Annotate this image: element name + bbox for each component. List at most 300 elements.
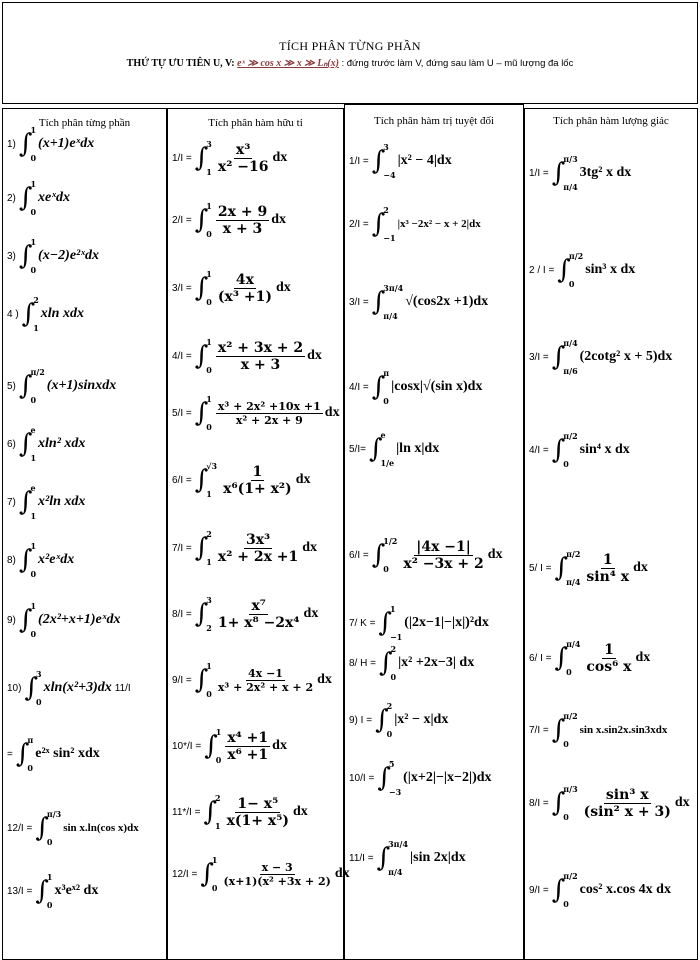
integrand: (x−2)e²ˣdx bbox=[38, 248, 100, 263]
differential: dx bbox=[487, 547, 503, 562]
lower-limit: −1 bbox=[389, 632, 403, 642]
column-heading: Tích phân từng phần bbox=[38, 117, 131, 129]
lower-limit: 0 bbox=[215, 755, 222, 765]
lower-limit: 1 bbox=[30, 511, 37, 521]
upper-limit: 2 bbox=[386, 701, 393, 711]
integral-sign-icon: ∫ bbox=[194, 273, 209, 303]
integrand: (|x+2|−|x−2|)dx bbox=[403, 770, 492, 785]
integral-limits bbox=[206, 269, 212, 307]
lower-limit: −1 bbox=[383, 233, 396, 243]
numerator: 4x −1 bbox=[248, 666, 283, 680]
integrand: |x² − x|dx bbox=[394, 712, 449, 727]
problem-item bbox=[529, 431, 630, 469]
lower-limit: 0 bbox=[30, 569, 37, 579]
integral bbox=[378, 604, 404, 642]
lower-limit: 0 bbox=[30, 395, 37, 405]
fraction bbox=[216, 400, 323, 427]
lower-limit: 0 bbox=[390, 672, 397, 682]
fraction bbox=[216, 667, 315, 694]
problem-label: 7/I = bbox=[529, 724, 549, 736]
differential: dx bbox=[635, 650, 651, 665]
integral bbox=[35, 872, 54, 910]
lower-limit: 0 bbox=[27, 763, 33, 773]
lower-limit: 2 bbox=[206, 623, 212, 633]
lower-limit: −4 bbox=[383, 170, 396, 180]
numerator: 1− x⁵ bbox=[237, 795, 279, 812]
integral-limits bbox=[383, 205, 395, 243]
integral bbox=[195, 661, 214, 699]
problem-label: 9) I = bbox=[349, 714, 373, 726]
lower-limit: 0 bbox=[30, 207, 37, 217]
problem-label: 10*/I = bbox=[172, 740, 202, 752]
integrand: |cosx|√(sin x)dx bbox=[391, 379, 483, 394]
integral-sign-icon: ∫ bbox=[551, 715, 566, 745]
integral-limits bbox=[391, 644, 397, 682]
integrand: x²ln xdx bbox=[38, 494, 86, 509]
lower-limit: 1 bbox=[206, 557, 212, 567]
integral bbox=[552, 154, 580, 192]
integral bbox=[552, 338, 580, 376]
integral bbox=[195, 269, 214, 307]
lower-limit: 0 bbox=[206, 422, 212, 432]
integral-sign-icon: ∫ bbox=[24, 673, 38, 703]
integral-sign-icon: ∫ bbox=[194, 143, 209, 173]
integral-limits bbox=[566, 549, 580, 587]
problem-item bbox=[7, 872, 98, 910]
denominator: 1+ x⁸ −2x⁴ bbox=[217, 614, 300, 631]
upper-limit: e bbox=[30, 425, 36, 435]
upper-limit: 1 bbox=[30, 541, 37, 551]
integral-limits bbox=[206, 337, 212, 375]
numerator: 3x³ bbox=[245, 531, 271, 548]
integral-sign-icon: ∫ bbox=[371, 287, 386, 317]
problem-label: 8/I = bbox=[172, 608, 192, 620]
integral-limits bbox=[206, 394, 212, 432]
lower-limit: π/4 bbox=[566, 577, 581, 587]
problem-label: 8/ H = bbox=[349, 657, 376, 669]
integral bbox=[204, 727, 223, 765]
problem-item bbox=[7, 483, 85, 521]
integral-limits bbox=[569, 251, 583, 289]
problem-item bbox=[349, 644, 474, 682]
problem-item bbox=[349, 430, 439, 468]
integral-limits bbox=[30, 125, 36, 163]
integrand: cos² x.cos 4x dx bbox=[579, 882, 671, 897]
lower-limit: 0 bbox=[46, 837, 53, 847]
integral-sign-icon: ∫ bbox=[18, 183, 33, 213]
integrand: sin⁴ x dx bbox=[579, 442, 630, 457]
integral-limits bbox=[47, 872, 53, 910]
problem-label: 1/I = bbox=[349, 155, 369, 167]
differential: dx bbox=[324, 405, 340, 420]
integral-sign-icon: ∫ bbox=[371, 372, 386, 402]
problem-label: 4 ) bbox=[7, 308, 19, 320]
integral-sign-icon: ∫ bbox=[21, 299, 36, 329]
integral-sign-icon: ∫ bbox=[551, 435, 566, 465]
column-absolute-value bbox=[344, 104, 524, 960]
integral-limits bbox=[206, 461, 217, 499]
differential: dx bbox=[303, 606, 319, 621]
lower-limit: 0 bbox=[563, 459, 569, 469]
lower-limit: π/4 bbox=[383, 311, 398, 321]
lower-limit: 0 bbox=[563, 899, 569, 909]
problem-label: 9/I = bbox=[172, 674, 192, 686]
problem-item bbox=[349, 205, 481, 243]
integral bbox=[16, 735, 35, 773]
problem-label: 7/I = bbox=[172, 542, 192, 554]
integral-sign-icon: ∫ bbox=[194, 599, 209, 629]
integral-sign-icon: ∫ bbox=[18, 371, 33, 401]
upper-limit: π/4 bbox=[566, 639, 581, 649]
denominator: (x+1)(x² +3x + 2) bbox=[223, 874, 331, 888]
integral bbox=[19, 367, 47, 405]
integrand: (2cotg² x + 5)dx bbox=[579, 349, 673, 364]
problem-label: 2/I = bbox=[349, 218, 369, 230]
column-rational-functions bbox=[167, 108, 350, 960]
upper-limit: 1 bbox=[30, 179, 37, 189]
integral bbox=[552, 431, 580, 469]
upper-limit: 1 bbox=[206, 394, 212, 404]
integral bbox=[19, 237, 38, 275]
integral-sign-icon: ∫ bbox=[18, 545, 33, 575]
problem-item bbox=[172, 661, 332, 699]
problem-label: 3/I = bbox=[349, 296, 369, 308]
lower-limit: π/6 bbox=[563, 366, 578, 376]
integral bbox=[22, 295, 41, 333]
problem-label: 6/I = bbox=[349, 549, 369, 561]
integral-limits bbox=[47, 809, 61, 847]
problem-item bbox=[7, 295, 84, 333]
integral-sign-icon: ∫ bbox=[18, 241, 33, 271]
problem-label: 7/ K = bbox=[349, 617, 376, 629]
integral-sign-icon: ∫ bbox=[194, 533, 209, 563]
problem-item bbox=[529, 711, 667, 749]
integral-limits bbox=[563, 784, 577, 822]
integral bbox=[377, 759, 403, 797]
problem-item bbox=[7, 125, 94, 163]
fraction bbox=[225, 730, 270, 763]
problem-item bbox=[172, 529, 317, 567]
lower-limit: π/4 bbox=[388, 867, 403, 877]
integrand: xln(x²+3)dx bbox=[43, 680, 112, 695]
integral-limits bbox=[383, 283, 403, 321]
integral-sign-icon: ∫ bbox=[194, 465, 209, 495]
integral bbox=[195, 461, 219, 499]
integral-limits bbox=[387, 701, 393, 739]
fraction bbox=[221, 464, 294, 497]
problem-item bbox=[172, 461, 310, 499]
problem-item bbox=[349, 368, 482, 406]
denominator: x(1+ x⁵) bbox=[226, 812, 289, 829]
integral-limits bbox=[215, 793, 221, 831]
denominator: (x³ +1) bbox=[217, 288, 272, 305]
problem-item bbox=[172, 595, 318, 633]
upper-limit: π bbox=[383, 368, 390, 378]
problem-label: 5/I= bbox=[349, 443, 366, 455]
lower-limit: 0 bbox=[206, 365, 212, 375]
problem-item bbox=[7, 541, 74, 579]
integral bbox=[195, 394, 214, 432]
differential: dx bbox=[633, 560, 648, 575]
integral-sign-icon: ∫ bbox=[378, 648, 393, 678]
problem-label: 9/I = bbox=[529, 884, 549, 896]
fraction bbox=[221, 861, 332, 888]
problem-label: 13/I = bbox=[7, 885, 33, 897]
problem-item bbox=[172, 394, 340, 432]
integral-sign-icon: ∫ bbox=[203, 797, 217, 827]
lower-limit: 0 bbox=[30, 629, 37, 639]
integral-sign-icon: ∫ bbox=[194, 205, 209, 235]
integral-limits bbox=[206, 139, 212, 177]
integral-sign-icon: ∫ bbox=[371, 540, 386, 570]
integral-sign-icon: ∫ bbox=[194, 341, 209, 371]
numerator: 1 bbox=[602, 551, 613, 568]
problem-label: 4/I = bbox=[529, 444, 549, 456]
lower-limit: 1 bbox=[30, 453, 37, 463]
upper-limit: 1 bbox=[30, 237, 37, 247]
differential: dx bbox=[271, 212, 286, 227]
upper-limit: π/4 bbox=[563, 338, 578, 348]
differential: dx bbox=[302, 540, 318, 555]
fraction bbox=[216, 272, 274, 305]
integral-limits bbox=[33, 295, 39, 333]
numerator: |4x −1| bbox=[416, 538, 471, 555]
numerator: x⁴ +1 bbox=[227, 729, 269, 746]
upper-limit: 2 bbox=[206, 529, 212, 539]
integrand: xeˣdx bbox=[38, 190, 71, 205]
problem-item bbox=[172, 793, 308, 831]
numerator: x² + 3x + 2 bbox=[217, 339, 304, 356]
upper-limit: 1 bbox=[46, 872, 53, 882]
fraction bbox=[584, 642, 633, 675]
upper-limit: 1 bbox=[30, 601, 37, 611]
integral-sign-icon: ∫ bbox=[204, 731, 218, 761]
lower-limit: 1 bbox=[206, 489, 212, 499]
integrand: sin x.ln(cos x)dx bbox=[63, 822, 139, 834]
fraction bbox=[216, 598, 302, 631]
problem-item bbox=[7, 601, 120, 639]
integral-sign-icon: ∫ bbox=[557, 255, 571, 285]
integral-sign-icon: ∫ bbox=[194, 398, 209, 428]
problem-item bbox=[349, 604, 489, 642]
integrand: xln xdx bbox=[40, 306, 84, 321]
problem-item bbox=[529, 251, 635, 289]
problem-label: 1/I = bbox=[172, 152, 192, 164]
integral-limits bbox=[563, 431, 577, 469]
integral bbox=[195, 139, 214, 177]
differential: dx bbox=[317, 672, 332, 687]
column-integration-by-parts bbox=[2, 108, 167, 960]
integral-limits bbox=[36, 669, 42, 707]
upper-limit: 1 bbox=[206, 337, 212, 347]
integral-sign-icon: ∫ bbox=[377, 763, 391, 793]
problem-label: 12/I = bbox=[7, 822, 33, 834]
priority-label: THỨ TỰ ƯU TIÊN U, V: bbox=[126, 58, 235, 69]
problem-item bbox=[7, 669, 131, 707]
lower-limit: 0 bbox=[563, 812, 569, 822]
column-trigonometric bbox=[524, 108, 698, 960]
integral bbox=[19, 483, 38, 521]
integral bbox=[555, 549, 583, 587]
upper-limit: 1 bbox=[389, 604, 396, 614]
numerator: 1 bbox=[252, 463, 263, 480]
problem-item bbox=[7, 425, 85, 463]
integral bbox=[377, 839, 410, 877]
header-box bbox=[2, 2, 698, 104]
integral-limits bbox=[383, 536, 397, 574]
problem-label: 5/ I = bbox=[529, 562, 552, 574]
integrand: xln² xdx bbox=[38, 436, 86, 451]
denominator: cos⁶ x bbox=[586, 658, 632, 675]
fraction bbox=[225, 796, 291, 829]
fraction bbox=[216, 532, 300, 565]
integral-sign-icon: ∫ bbox=[551, 875, 566, 905]
upper-limit: π/2 bbox=[563, 871, 578, 881]
numerator: x − 3 bbox=[261, 860, 293, 874]
integral-sign-icon: ∫ bbox=[376, 843, 391, 873]
integral-limits bbox=[563, 871, 577, 909]
integral bbox=[195, 337, 214, 375]
problem-label: 1/I = bbox=[529, 167, 549, 179]
problem-item bbox=[7, 179, 70, 217]
upper-limit: 3π/4 bbox=[388, 839, 409, 849]
integral-limits bbox=[206, 201, 212, 239]
lower-limit: 0 bbox=[206, 689, 212, 699]
upper-limit: e bbox=[30, 483, 36, 493]
problem-item bbox=[172, 201, 286, 239]
column-heading: Tích phân hàm trị tuyệt đối bbox=[373, 115, 495, 127]
problem-label: 10/I = bbox=[349, 772, 375, 784]
lower-limit: 1/e bbox=[380, 458, 395, 468]
integral-sign-icon: ∫ bbox=[371, 209, 386, 239]
integral-limits bbox=[383, 142, 395, 180]
lower-limit: 0 bbox=[563, 739, 569, 749]
integrand: e²ˣ sin² xdx bbox=[35, 746, 100, 761]
integral-sign-icon: ∫ bbox=[551, 342, 566, 372]
integral-limits bbox=[206, 595, 212, 633]
integrand: |sin 2x|dx bbox=[410, 850, 466, 865]
integral bbox=[195, 529, 214, 567]
integral-sign-icon: ∫ bbox=[371, 146, 386, 176]
problem-item bbox=[172, 855, 350, 893]
integral-sign-icon: ∫ bbox=[200, 859, 214, 889]
priority-line bbox=[3, 58, 697, 69]
problem-label: 5) bbox=[7, 380, 16, 392]
lower-limit: 1 bbox=[215, 821, 221, 831]
integral bbox=[200, 855, 219, 893]
integral bbox=[379, 644, 398, 682]
lower-limit: 0 bbox=[566, 667, 572, 677]
integrand: (|2x−1|−|x|)²dx bbox=[404, 615, 489, 630]
lower-limit: π/4 bbox=[563, 182, 578, 192]
denominator: x + 3 bbox=[222, 220, 263, 237]
problem-label: 7) bbox=[7, 496, 16, 508]
integral bbox=[369, 430, 396, 468]
upper-limit: π/2 bbox=[30, 367, 45, 377]
priority-order: eˣ ≫ cos x ≫ x ≫ Lₙ(x) bbox=[237, 58, 339, 69]
integrand: (x+1)eˣdx bbox=[38, 136, 95, 151]
numerator: x⁷ bbox=[251, 597, 266, 614]
integral-sign-icon: ∫ bbox=[18, 429, 33, 459]
upper-limit: 1 bbox=[206, 661, 212, 671]
problem-item bbox=[529, 784, 690, 822]
priority-note: : đứng trước làm V, đứng sau làm U – mũ lượng đa lốc bbox=[341, 58, 574, 69]
lower-limit: 1 bbox=[206, 167, 212, 177]
differential: dx bbox=[272, 738, 287, 753]
problem-label: 3) bbox=[7, 250, 16, 262]
differential: dx bbox=[272, 150, 288, 165]
integral-limits bbox=[563, 154, 577, 192]
integral-limits bbox=[206, 529, 212, 567]
problem-item bbox=[7, 237, 99, 275]
integrand: sin³ x dx bbox=[585, 262, 636, 277]
numerator: 2x + 9 bbox=[217, 203, 268, 220]
problem-label: 2) bbox=[7, 192, 16, 204]
differential: dx bbox=[334, 866, 350, 881]
differential: dx bbox=[674, 795, 690, 810]
problem-label: 6/I = bbox=[172, 474, 192, 486]
fraction bbox=[584, 552, 631, 585]
upper-limit: π/2 bbox=[563, 711, 578, 721]
integral-limits bbox=[381, 430, 395, 468]
integrand: x³eˣ² dx bbox=[54, 883, 99, 898]
problem-label: 8) bbox=[7, 554, 16, 566]
numerator: 4x bbox=[235, 271, 254, 288]
integral-sign-icon: ∫ bbox=[18, 129, 33, 159]
problem-label: 4/I = bbox=[349, 381, 369, 393]
fraction bbox=[216, 142, 271, 175]
upper-limit: √3 bbox=[206, 461, 218, 471]
lower-limit: 0 bbox=[568, 279, 575, 289]
integral-sign-icon: ∫ bbox=[554, 553, 569, 583]
upper-limit: 1 bbox=[30, 125, 37, 135]
lower-limit: 0 bbox=[36, 697, 42, 707]
integral-limits bbox=[30, 601, 36, 639]
integral-sign-icon: ∫ bbox=[551, 788, 566, 818]
integral bbox=[19, 601, 38, 639]
problem-item bbox=[7, 735, 100, 773]
integral bbox=[35, 809, 63, 847]
integrand: √(cos2x +1)dx bbox=[405, 294, 489, 309]
integral-limits bbox=[30, 541, 36, 579]
integral-limits bbox=[30, 367, 44, 405]
upper-limit: 1 bbox=[206, 201, 212, 211]
upper-limit: 1 bbox=[206, 269, 212, 279]
denominator: x + 3 bbox=[240, 356, 281, 373]
integral-sign-icon: ∫ bbox=[18, 605, 33, 635]
upper-limit: e bbox=[380, 430, 386, 440]
numerator: sin³ x bbox=[605, 786, 649, 803]
integrand: |x³ −2x² − x + 2|dx bbox=[397, 218, 481, 230]
differential: dx bbox=[293, 804, 308, 819]
problem-label: 6/ I = bbox=[529, 652, 552, 664]
upper-limit: 2 bbox=[390, 644, 397, 654]
lower-limit: 0 bbox=[206, 297, 212, 307]
denominator: x⁶ +1 bbox=[227, 746, 269, 763]
integral bbox=[372, 536, 400, 574]
integral-limits bbox=[563, 338, 577, 376]
integral-limits bbox=[30, 425, 36, 463]
column-heading: Tích phân hàm hữu tỉ bbox=[208, 117, 303, 129]
integral bbox=[552, 871, 580, 909]
integral-sign-icon: ∫ bbox=[35, 813, 49, 843]
integral bbox=[19, 425, 38, 463]
problem-label: 2 / I = bbox=[529, 264, 555, 276]
problem-label: 1) bbox=[7, 138, 16, 150]
upper-limit: 1 bbox=[215, 727, 222, 737]
problem-item bbox=[529, 338, 672, 376]
denominator: x⁶(1+ x²) bbox=[223, 480, 292, 497]
